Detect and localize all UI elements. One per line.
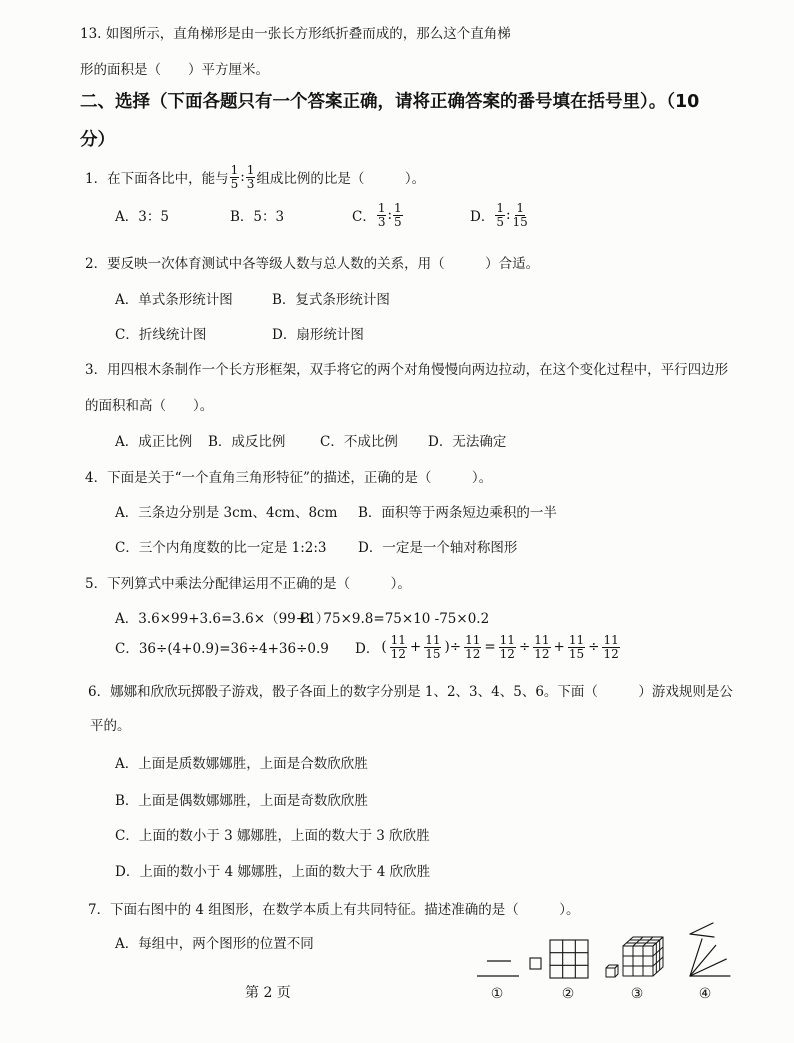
figure-1-line-segments (477, 961, 519, 976)
fraction (512, 202, 529, 229)
q4-option-b: B．面积等于两条短边乘积的一半 (358, 505, 557, 521)
numerator: 1 (246, 162, 255, 177)
denominator: 15 (512, 214, 528, 229)
q5-option-a: A．3.6×99+3.6=3.6×（99+1） (115, 611, 330, 627)
option-label: D． (355, 641, 380, 657)
q2-option-c: C．折线统计图 (115, 327, 207, 343)
denominator: 12 (465, 646, 481, 661)
q2-option-b: B．复式条形统计图 (272, 292, 390, 308)
q5-option-b: B．75×9.8=75×10 -75×0.2 (300, 611, 490, 627)
angle-ray (690, 945, 716, 976)
fraction (533, 634, 550, 661)
q7-stem: 7．下面右图中的 4 组图形，在数学本质上有共同特征。描述准确的是（ ）。 (88, 902, 580, 918)
q2-stem: 2．要反映一次体育测试中各等级人数与总人数的关系，用（ ）合适。 (85, 256, 540, 272)
ratio-colon: : (387, 207, 393, 223)
denominator: 5 (496, 214, 504, 229)
angle-ray (690, 939, 702, 976)
grid-line (653, 957, 663, 966)
option-label: D． (470, 209, 495, 225)
ratio-colon: : (505, 207, 511, 223)
numerator: 11 (499, 632, 515, 647)
cube-top-face (623, 937, 663, 946)
numerator: 11 (603, 632, 619, 647)
square-grid-3x3 (550, 940, 588, 978)
figure-label-4: ④ (698, 986, 712, 1002)
fraction (377, 202, 387, 229)
fraction (393, 202, 403, 229)
numerator: 1 (377, 200, 386, 215)
numerator: 1 (230, 162, 239, 177)
denominator: 3 (246, 176, 255, 191)
denominator: 5 (230, 176, 239, 191)
q3-stem-line-2: 的面积和高（ ）。 (85, 398, 214, 414)
q3-option-a: A．成正比例 (115, 434, 193, 450)
operator: + (409, 639, 422, 655)
fraction (246, 164, 256, 191)
q1-stem (85, 162, 425, 192)
denominator: 12 (499, 646, 515, 661)
denominator: 5 (394, 214, 402, 229)
q6-option-c: C．上面的数小于 3 娜娜胜，上面的数大于 3 欣欣胜 (115, 828, 430, 844)
denominator: 3 (377, 214, 386, 229)
q1-option-b: B．5：3 (230, 209, 285, 225)
figure-label-1: ① (490, 986, 504, 1002)
denominator: 12 (390, 646, 406, 661)
operator: )÷ (444, 639, 462, 655)
denominator: 12 (603, 646, 619, 661)
q1-option-a: A．3：5 (115, 209, 169, 225)
q6-stem-line-1: 6．娜娜和欣欣玩掷骰子游戏，骰子各面上的数字分别是 1、2、3、4、5、6。下面（ ）游戏规则是公 (88, 684, 733, 700)
denominator: 15 (568, 646, 585, 661)
q5-option-c: C．36÷(4+0.9)=36÷4+36÷0.9 (115, 641, 329, 657)
page-number: 第 2 页 (245, 985, 291, 1001)
q6-option-b: B．上面是偶数娜娜胜，上面是奇数欣欣胜 (115, 793, 368, 809)
figure-3-cubes (606, 937, 663, 977)
q1-option-c (352, 200, 404, 230)
numerator: 1 (394, 200, 402, 215)
q13-stem-line-2: 形的面积是（ ）平方厘米。 (80, 62, 269, 78)
numerator: 1 (516, 200, 524, 215)
grid-outline (550, 940, 588, 978)
grid-line (653, 947, 663, 956)
numerator: 11 (425, 632, 441, 647)
angle-ray (690, 959, 726, 976)
operator: = (484, 639, 496, 655)
numerator: 11 (465, 632, 481, 647)
q6-option-a: A．上面是质数娜娜胜，上面是合数欣欣胜 (115, 756, 368, 772)
operator: ÷ (588, 639, 600, 655)
q7-option-a: A．每组中，两个图形的位置不同 (115, 936, 314, 952)
q4-stem: 4．下面是关于“一个直角三角形特征”的描述，正确的是（ ）。 (85, 470, 493, 486)
operator: ( (381, 639, 387, 655)
figure-2-squares (530, 940, 588, 978)
q5-stem: 5．下列算式中乘法分配律运用不正确的是（ ）。 (85, 576, 411, 592)
angle-ray (690, 923, 713, 934)
angle-ray (690, 934, 714, 937)
q1-stem-suffix: 组成比例的比是（ ）。 (256, 171, 426, 187)
unit-square (530, 958, 541, 969)
q3-option-c: C．不成比例 (320, 434, 398, 450)
fraction (602, 634, 619, 661)
numerator: 1 (496, 200, 504, 215)
figure-label-3: ③ (630, 986, 644, 1002)
ratio-colon: : (240, 169, 245, 185)
denominator: 15 (425, 646, 441, 661)
q4-option-d: D．一定是一个轴对称图形 (358, 540, 518, 556)
q4-option-a: A．三条边分别是 3cm、4cm、8cm (115, 505, 338, 521)
denominator: 12 (534, 646, 550, 661)
operator: + (553, 639, 565, 655)
cube-side-face (615, 965, 618, 977)
unit-angle (690, 923, 714, 937)
q3-option-b: B．成反比例 (208, 434, 286, 450)
section-heading-line-2: 分） (80, 129, 115, 150)
q3-option-d: D．无法确定 (428, 434, 507, 450)
q13-stem-line-1: 13. 如图所示，直角梯形是由一张长方形纸折叠而成的，那么这个直角梯 (80, 26, 511, 42)
q4-option-c: C．三个内角度数的比一定是 1:2:3 (115, 540, 327, 556)
fraction (568, 634, 585, 661)
fraction (464, 634, 481, 661)
fraction (495, 202, 505, 229)
cube-3x3x3 (623, 937, 663, 976)
fraction (424, 634, 441, 661)
operator: ÷ (518, 639, 531, 655)
fraction (390, 634, 407, 661)
numerator: 11 (390, 632, 406, 647)
figure-4-angles (690, 923, 730, 976)
q6-stem-line-2: 平的。 (90, 718, 131, 734)
fraction (499, 634, 516, 661)
grid-line (633, 937, 643, 946)
grid-line (643, 937, 653, 946)
unit-cube (606, 965, 618, 977)
q5-option-d (355, 632, 621, 662)
large-angle (690, 939, 730, 976)
q2-option-a: A．单式条形统计图 (115, 292, 233, 308)
q2-option-d: D．扇形统计图 (272, 327, 364, 343)
q1-stem-prefix: 1．在下面各比中，能与 (85, 171, 229, 187)
option-label: C． (352, 209, 376, 225)
cube-front-face (623, 946, 653, 976)
q3-stem-line-1: 3．用四根木条制作一个长方形框架，双手将它的两个对角慢慢向两边拉动，在这个变化过程中，平行四边形 (85, 362, 729, 378)
section-heading-line-1: 二、选择（下面各题只有一个答案正确，请将正确答案的番号填在括号里）。（10 (80, 91, 700, 112)
numerator: 11 (568, 632, 585, 647)
figure-label-2: ② (561, 986, 575, 1002)
q6-option-d: D．上面的数小于 4 娜娜胜，上面的数大于 4 欣欣胜 (115, 864, 431, 880)
q1-option-d (470, 200, 530, 230)
q7-figure-panel (470, 915, 740, 1010)
numerator: 11 (534, 632, 550, 647)
fraction (230, 164, 240, 191)
cube-front-face (606, 968, 615, 977)
